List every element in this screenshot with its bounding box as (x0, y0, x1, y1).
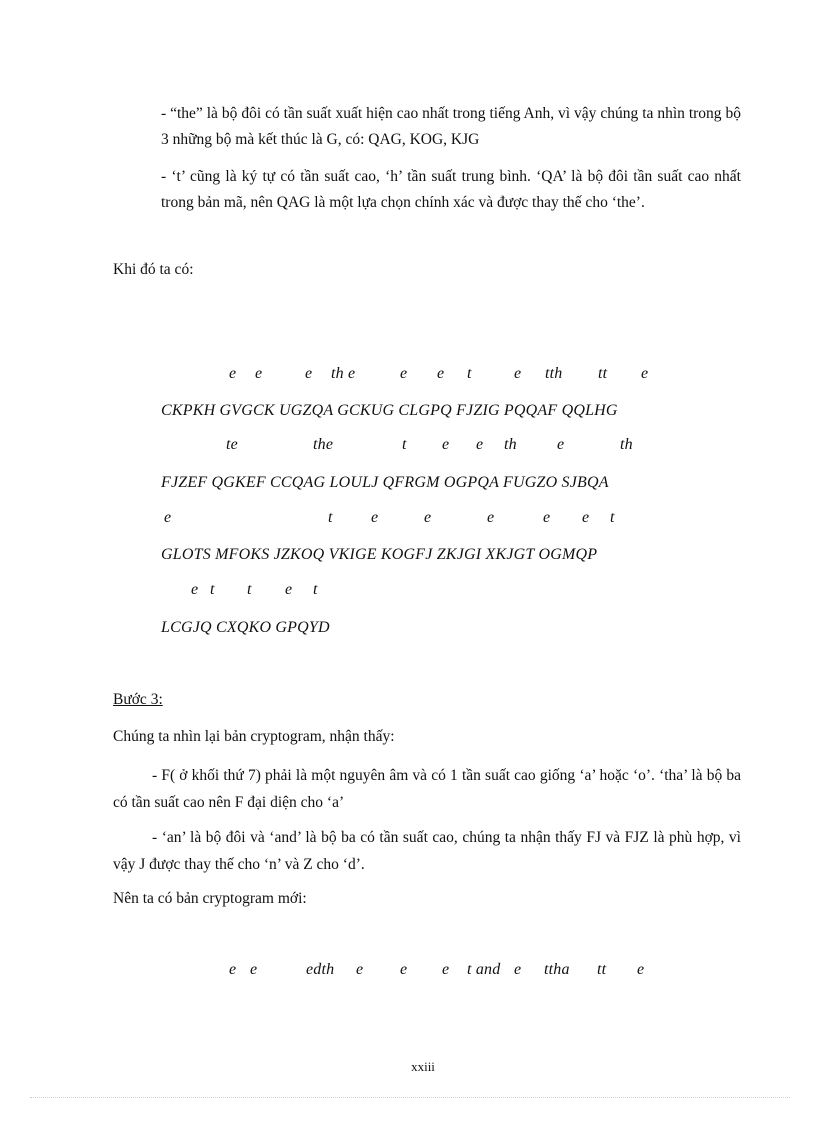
decode-block-2-plain-row (0, 961, 816, 983)
plain-letter: t (402, 436, 407, 453)
plain-letter: e (191, 581, 199, 598)
plain-letter: e (424, 509, 432, 526)
plain-letter: tt (597, 961, 607, 978)
plain-letter: e (487, 509, 495, 526)
plain-letter: e (514, 365, 522, 382)
plain-letter: e (229, 961, 237, 978)
plain-letter: tt (598, 365, 608, 382)
plain-letter: th e (331, 365, 356, 382)
plain-letter: tth (545, 365, 563, 382)
paragraph-the-digram: - “the” là bộ đôi có tần suất xuất hiện cao nhất trong tiếng Anh, vì vậy chúng ta nhìn trong bộ 3 những bộ mà kết thúc là G, có: QAG, KOG, KJG (161, 105, 741, 148)
plain-letter: e (305, 365, 313, 382)
plain-letter: t (467, 365, 472, 382)
step-3-heading: Bước 3: (113, 691, 163, 708)
plain-letter: e (543, 509, 551, 526)
plain-letter: e (437, 365, 445, 382)
cipher-row-3: GLOTS MFOKS JZKOQ VKIGE KOGFJ ZKJGI XKJGT OGMQP (161, 546, 598, 563)
paragraph-t-frequency: - ‘t’ cũng là ký tự có tần suất cao, ‘h’ tần suất trung bình. ‘QA’ là bộ đôi tần suất cao nhất trong bản mã, nên QAG là một lựa chọn chính xác và được thay thế cho ‘the’. (161, 168, 741, 211)
cipher-row-4: LCGJQ CXQKO GPQYD (161, 619, 330, 636)
paragraph-an-and: - ‘an’ là bộ đôi và ‘and’ là bộ ba có tần suất cao, chúng ta nhận thấy FJ và FJZ là phù hợp, vì vậy J được thay thế cho ‘n’ và Z cho ‘d’. (113, 829, 741, 873)
plain-letter: e (557, 436, 565, 453)
plain-letter: e (582, 509, 590, 526)
plain-letter: e (637, 961, 645, 978)
paragraph-nhin-lai: Chúng ta nhìn lại bản cryptogram, nhận thấy: (113, 728, 395, 745)
plain-letter: the (313, 436, 334, 453)
plain-row-2 (0, 436, 816, 458)
plain-letter: e (442, 961, 450, 978)
plain-letter: e (442, 436, 450, 453)
plain-letter: e (285, 581, 293, 598)
plain-letter: te (226, 436, 238, 453)
plain-letter: e (641, 365, 649, 382)
plain-letter: th (504, 436, 517, 453)
paragraph-f-vowel: - F( ở khối thứ 7) phải là một nguyên âm và có 1 tần suất cao giống ‘a’ hoặc ‘o’. ‘tha’ là bộ ba có tần suất cao nên F đại diện cho ‘a’ (113, 767, 741, 811)
plain-letter: e (255, 365, 263, 382)
plain-letter: ttha (544, 961, 570, 978)
plain-letter: e (371, 509, 379, 526)
plain-letter: t (610, 509, 615, 526)
plain-letter: edth (306, 961, 335, 978)
plain-row-1 (0, 365, 816, 387)
plain-letter: e (476, 436, 484, 453)
plain-letter: t (210, 581, 215, 598)
paragraph-new-cryptogram: Nên ta có bản cryptogram mới: (113, 890, 307, 907)
plain-letter: t and (467, 961, 501, 978)
plain-letter: e (164, 509, 172, 526)
plain-letter: e (514, 961, 522, 978)
plain-letter: e (400, 365, 408, 382)
paragraph-khi-do: Khi đó ta có: (113, 261, 194, 278)
footer-divider (30, 1097, 790, 1098)
cipher-row-1: CKPKH GVGCK UGZQA GCKUG CLGPQ FJZIG PQQAF QQLHG (161, 402, 618, 419)
plain-letter: e (356, 961, 364, 978)
cipher-row-2: FJZEF QGKEF CCQAG LOULJ QFRGM OGPQA FUGZO SJBQA (161, 474, 609, 491)
plain-letter: e (400, 961, 408, 978)
plain-row-4 (0, 581, 816, 603)
plain-letter: t (328, 509, 333, 526)
page-number: xxiii (411, 1059, 435, 1074)
plain-letter: t (247, 581, 252, 598)
plain-row-3 (0, 509, 816, 531)
plain-letter: t (313, 581, 318, 598)
plain-letter: e (229, 365, 237, 382)
plain-letter: th (620, 436, 633, 453)
plain-letter: e (250, 961, 258, 978)
